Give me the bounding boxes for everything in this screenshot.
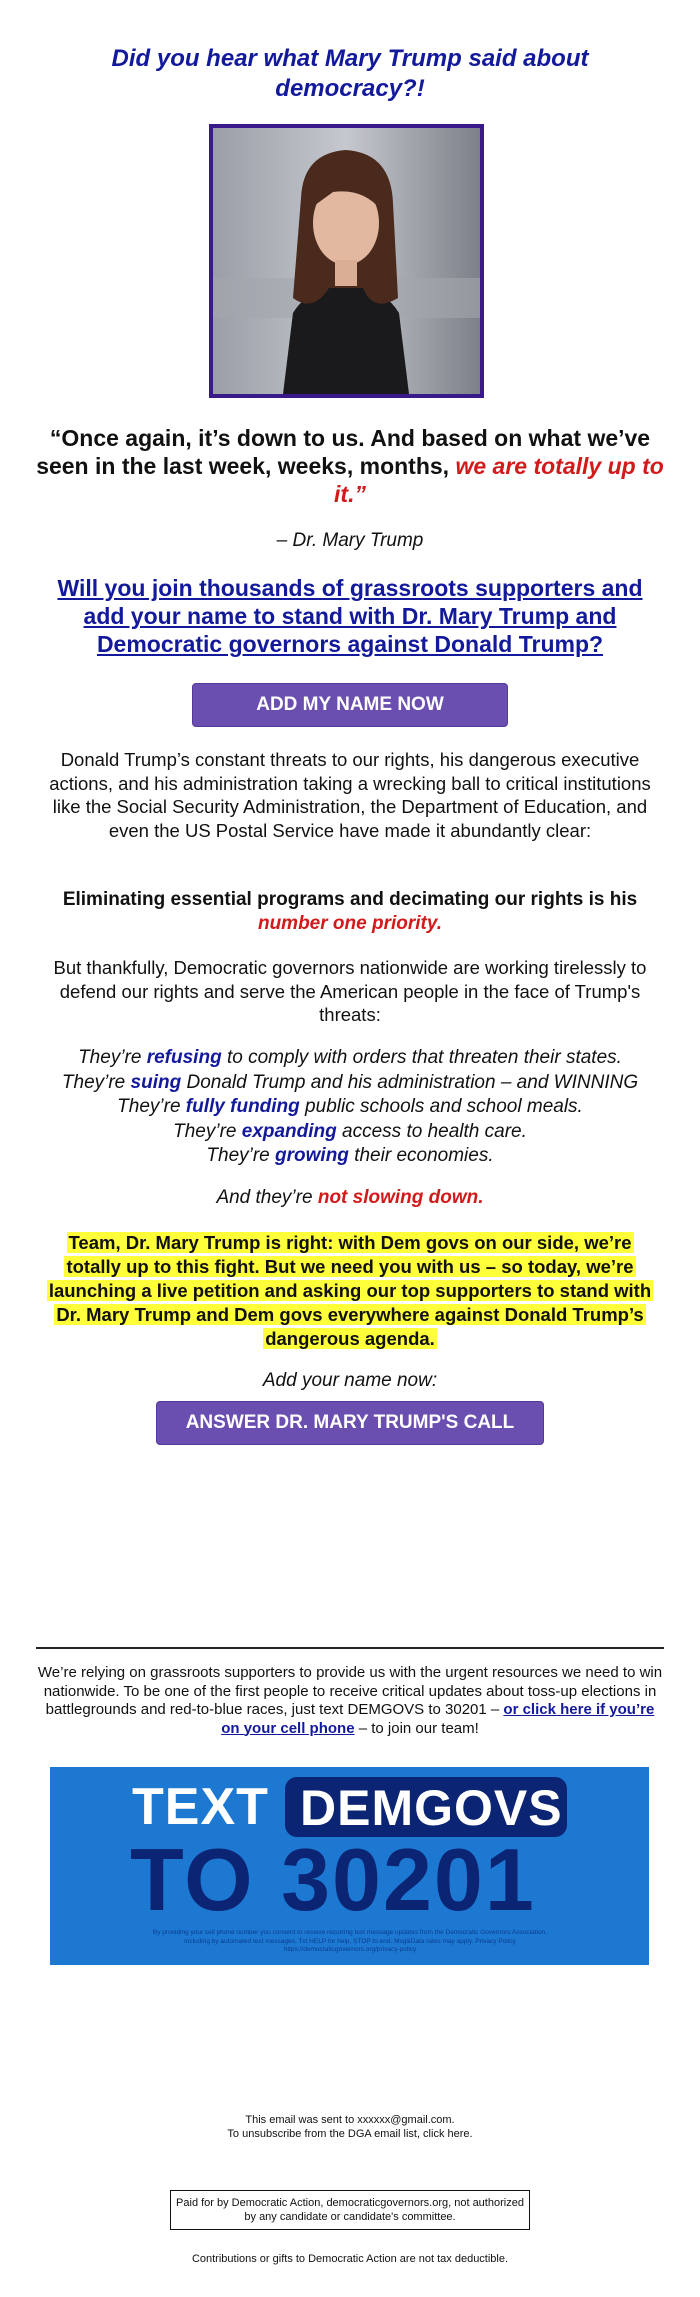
highlighted-appeal: Team, Dr. Mary Trump is right: with Dem govs on our side, we’re totally up to this fight. But we need you with us – so today, we’re launching a live petition and asking our top supporters to stand with Dr. Mary Trump and Dem govs everywhere against Donald Trump’s dangerous agenda. xyxy=(48,1232,652,1349)
governors-actions-list xyxy=(35,1046,665,1169)
headline: Did you hear what Mary Trump said about democracy?! xyxy=(111,45,589,102)
banner-fine-print: By providing your cell phone number you consent to receive recurring text message updates from the Democratic Governors Association, including by automated text messages. Txt HELP for help, STOP to end. Msg&Data rates may apply. Privacy Policy https://democraticgovernors.org/privacy-policy xyxy=(152,1929,548,1953)
text-demgovs-banner[interactable] xyxy=(50,1767,649,1965)
not-slowing-emphasis: not slowing down. xyxy=(317,1187,484,1208)
banner-keyword: DEMGOVS xyxy=(300,1780,563,1836)
list-item: They’re growing their economies. xyxy=(206,1145,494,1166)
tax-disclaimer: Contributions or gifts to Democratic Action are not tax deductible. xyxy=(191,2253,509,2265)
list-item: They’re refusing to comply with orders that threaten their states. xyxy=(78,1047,622,1068)
list-item: They’re expanding access to health care. xyxy=(173,1120,527,1142)
portrait-illustration xyxy=(213,128,480,394)
sms-signup-text: We’re relying on grassroots supporters to provide us with the urgent resources we need to win nationwide. To be one of the first people to receive critical updates about toss-up elections in battlegrounds and red-to-blue races, just text DEMGOVS to 30201 – or click here if you’re on your cell phone – to join our team! xyxy=(37,1664,663,1737)
list-item: They’re suing Donald Trump and his administration – and WINNING xyxy=(61,1071,639,1093)
cell-phone-link[interactable]: or click here if you’re on your cell phone xyxy=(221,1701,655,1737)
unsubscribe-link[interactable]: To unsubscribe from the DGA email list, click here. xyxy=(227,2128,473,2140)
threats-paragraph: Donald Trump’s constant threats to our rights, his dangerous executive actions, and his administration taking a wrecking ball to critical institutions like the Social Security Administration, the Department of Education, and even the US Postal Service have made it abundantly clear: xyxy=(49,749,651,841)
add-name-prompt: Add your name now: xyxy=(262,1370,438,1391)
mary-trump-photo xyxy=(209,124,484,398)
banner-text-word: TEXT xyxy=(132,1778,269,1836)
banner-shortcode: TO 30201 xyxy=(130,1830,536,1929)
priority-paragraph xyxy=(35,888,665,935)
paid-for-disclaimer: Paid for by Democratic Action, democraticgovernors.org, not authorized by any candidate or candidate's committee. xyxy=(170,2190,530,2230)
quote-attribution: – Dr. Mary Trump xyxy=(276,530,424,551)
priority-text: Eliminating essential programs and decimating our rights is his xyxy=(62,889,638,910)
priority-emphasis: number one priority. xyxy=(257,912,443,934)
email-sent-notice: This email was sent to xxxxxx@gmail.com. To unsubscribe from the DGA email list, click here. xyxy=(0,2113,700,2141)
mary-trump-quote xyxy=(30,424,670,508)
governors-paragraph: But thankfully, Democratic governors nationwide are working tirelessly to defend our rights and serve the American people in the face of Trump's threats: xyxy=(53,957,647,1025)
petition-ask-link[interactable]: Will you join thousands of grassroots supporters and add your name to stand with Dr. Mary Trump and Democratic governors against Donald Trump? xyxy=(57,575,643,657)
quote-text: “Once again, it’s down to us. And based on what we’ve seen in the last week, weeks, months, xyxy=(36,425,651,479)
list-item: They’re fully funding public schools and school meals. xyxy=(117,1096,583,1117)
add-my-name-button[interactable]: ADD MY NAME NOW xyxy=(192,683,508,727)
answer-call-button[interactable]: ANSWER DR. MARY TRUMP'S CALL xyxy=(156,1401,544,1445)
quote-emphasis: we are totally up to it.” xyxy=(334,453,664,507)
footer-divider xyxy=(36,1647,664,1649)
not-slowing-line: And they’re not slowing down. xyxy=(216,1187,484,1208)
